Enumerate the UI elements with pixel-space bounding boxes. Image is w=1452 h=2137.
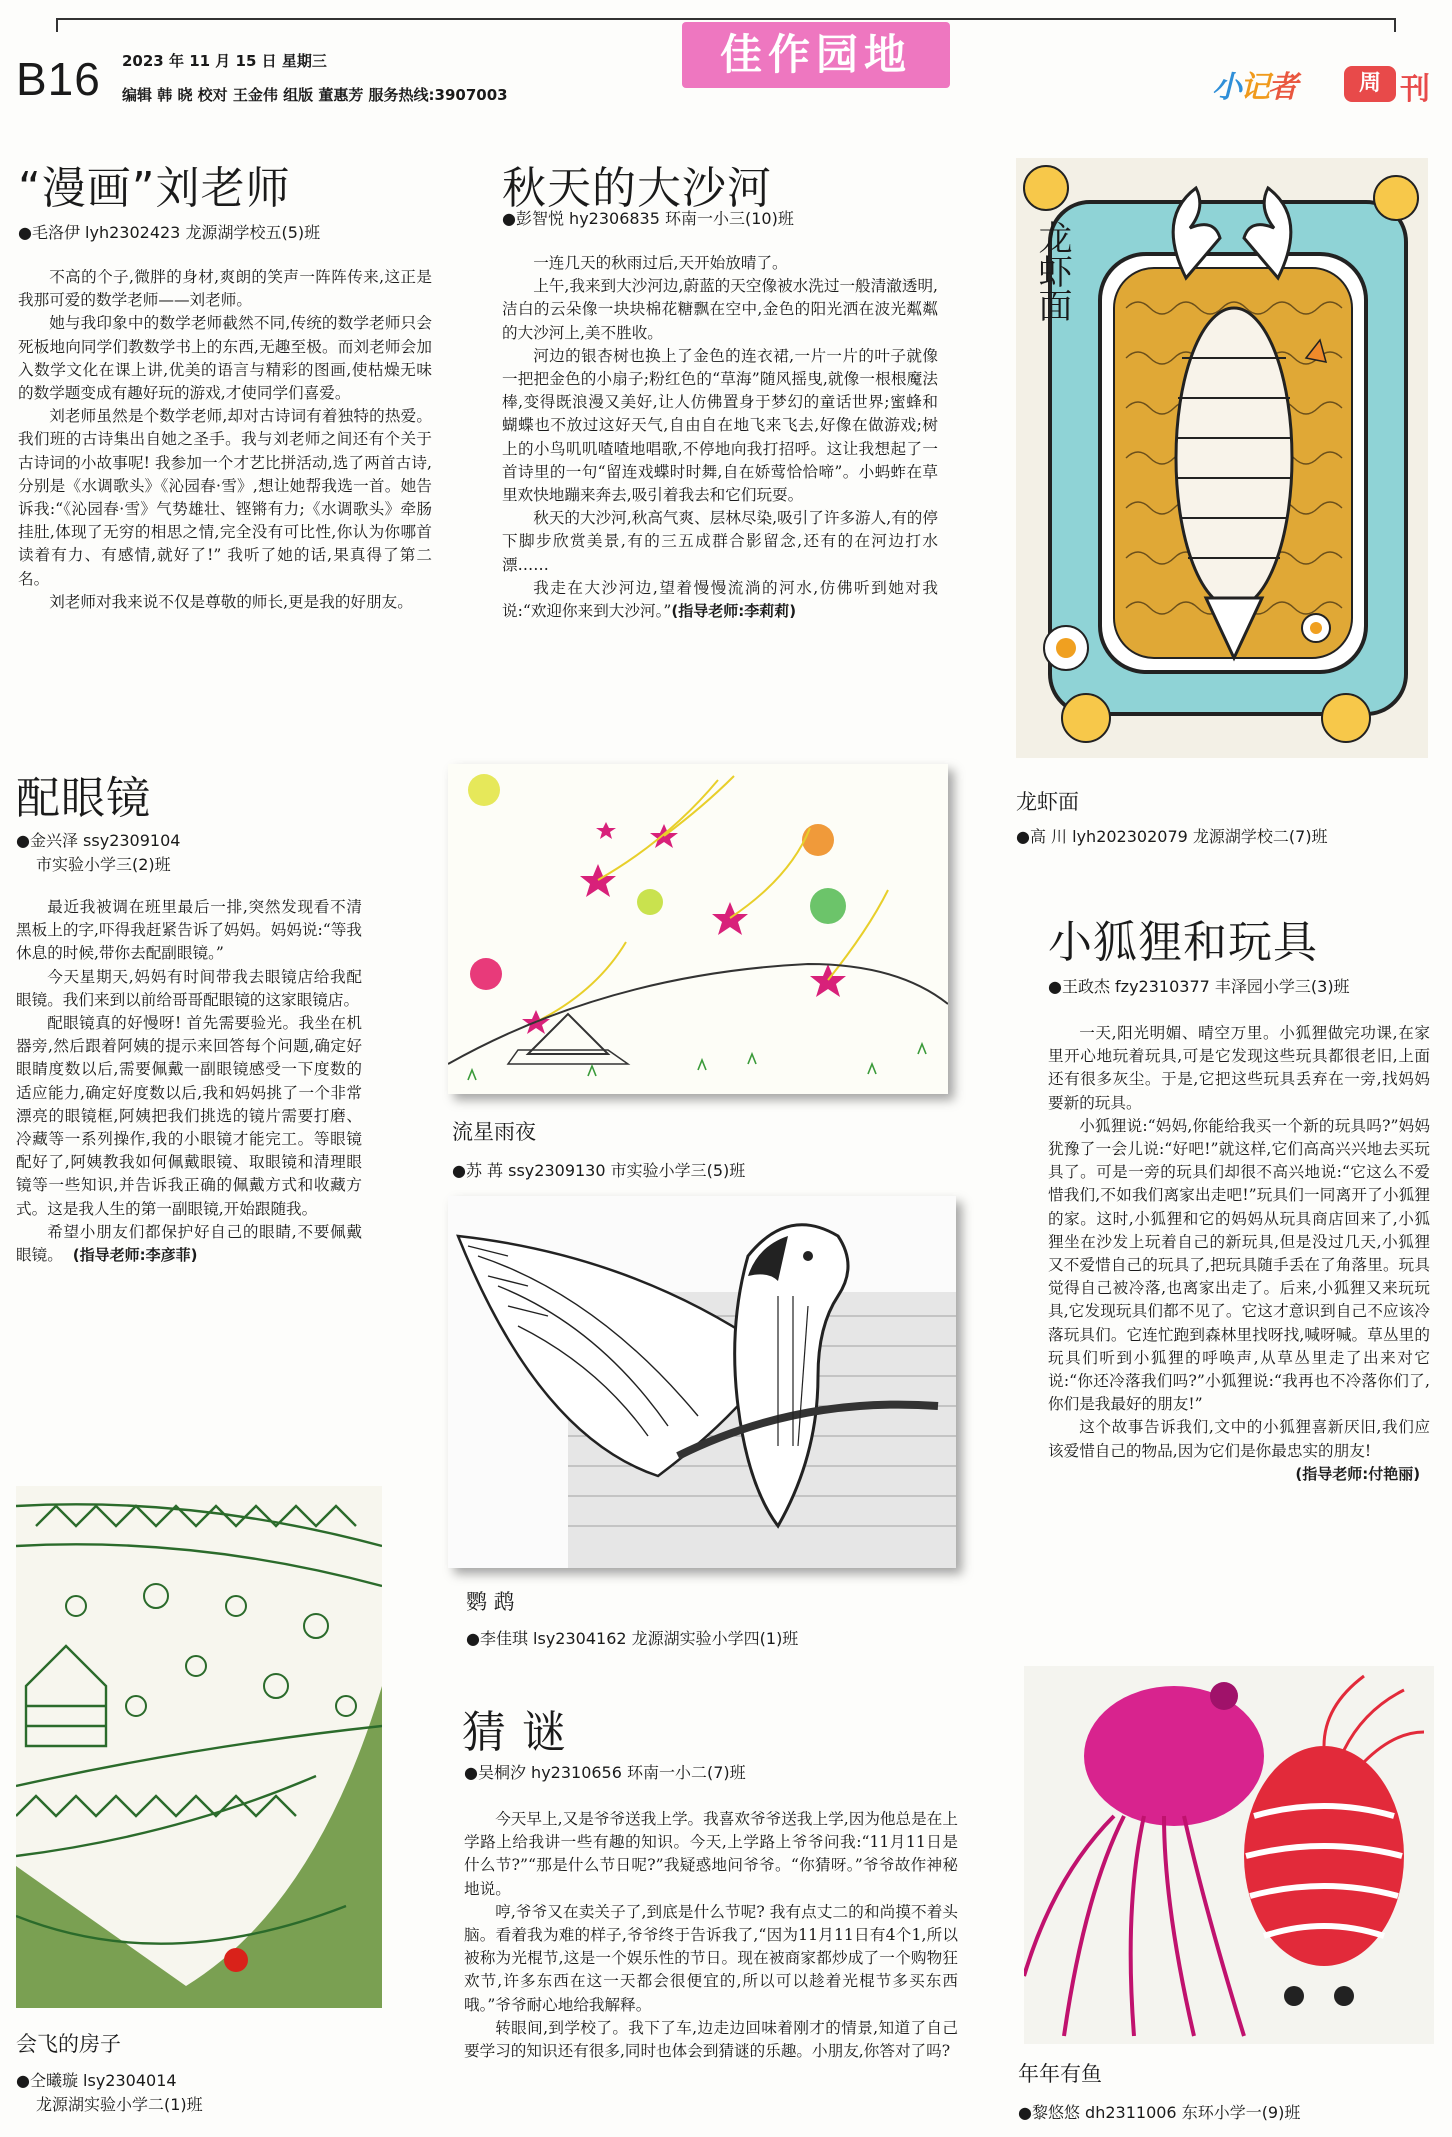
artwork-parrot [448, 1196, 956, 1568]
teacher-credit: (指导老师:李莉莉) [671, 602, 797, 621]
article-body-river: 一连几天的秋雨过后,天开始放晴了。 上午,我来到大沙河边,蔚蓝的天空像被水洗过一般清澈透明,洁白的云朵像一块块棉花糖飘在空中,金色的阳光洒在波光粼粼的大沙河上,美不胜收。 河边的银杏树也换上了金色的连衣裙,一片一片的叶子就像一把把金色的小扇子;粉红色的“草海”随风摇曳,就像一根根魔法棒,变得既浪漫又美好,让人仿佛置身于梦幻的童话世界;蜜蜂和蝴蝶也不放过这好天气,自由自在地飞来飞去,好像在做游戏;树上的小鸟叽叽喳喳地唱歌,不停地向我打招呼。这让我想起了一首诗里的一句“留连戏蝶时时舞,自在娇莺恰恰啼”。小蚂蚱在草里欢快地蹦来奔去,吸引着我去和它们玩耍。 秋天的大沙河,秋高气爽、层林尽染,吸引了许多游人,有的停下脚步欣赏美景,有的三五成群合影留念,还有的在河边打水漂…… 我走在大沙河边,望着慢慢流淌的河水,仿佛听到她对我说:“欢迎你来到大沙河。”(指导老师:李莉莉) [502, 254, 938, 621]
artwork-caption-noodles: 龙虾面 [1016, 790, 1079, 814]
artwork-meteor-night [448, 764, 948, 1094]
header-rule [56, 18, 1396, 20]
issue-date: 2023 年 11 月 15 日 星期三 [122, 52, 327, 70]
article-byline-glasses: ●金兴泽 ssy2309104 [16, 831, 181, 850]
artwork-byline-meteor: ●苏 苒 ssy2309130 市实验小学三(5)班 [452, 1161, 746, 1180]
page-number: B16 [16, 53, 101, 105]
article-title-glasses: 配眼镜 [16, 773, 151, 824]
artwork-label: 龙虾面 [1032, 220, 1072, 322]
header-rule-tick [1394, 18, 1396, 32]
artwork-caption-fish: 年年有鱼 [1018, 2062, 1102, 2086]
article-body-riddle: 今天早上,又是爷爷送我上学。我喜欢爷爷送我上学,因为他总是在上学路上给我讲一些有趣的知识。今天,上学路上爷爷问我:“11月11日是什么节?”“那是什么节日呢?”我疑惑地问爷爷。“你猜呀。”爷爷故作神秘地说。 哼,爷爷又在卖关子了,到底是什么节呢? 我有点丈二的和尚摸不着头脑。看着我为难的样子,爷爷终于告诉我了,“因为11月11日有4个1,所以被称为光棍节,这是一个娱乐性的节日。现在被商家都炒成了一个购物狂欢节,许多东西在这一天都会很便宜的,所以可以趁着光棍节多买东西哦。”爷爷耐心地给我解释。 转眼间,到学校了。我下了车,边走边回味着刚才的情景,知道了自己要学习的知识还有很多,同时也体会到猜谜的乐趣。小朋友,你答对了吗? [464, 1810, 958, 2061]
parrot-drawing [448, 1196, 956, 1568]
teacher-credit: (指导老师:李彦菲) [72, 1246, 198, 1265]
artwork-fish [1024, 1666, 1434, 2044]
article-byline-fox: ●王政杰 fzy2310377 丰泽园小学三(3)班 [1048, 977, 1350, 996]
artwork-caption-house: 会飞的房子 [16, 2032, 121, 2056]
article-body-glasses: 最近我被调在班里最后一排,突然发现看不清黑板上的字,吓得我赶紧告诉了妈妈。妈妈说:“等我休息的时候,带你去配副眼镜。” 今天星期天,妈妈有时间带我去眼镜店给我配眼镜。我们来到以前给哥哥配眼镜的这家眼镜店。 配眼镜真的好慢呀! 首先需要验光。我坐在机器旁,然后跟着阿姨的提示来回答每个问题,确定好眼睛度数以后,需要佩戴一副眼镜感受一下度数的适应能力,确定好度数以后,我和妈妈挑了一个非常漂亮的眼镜框,阿姨把我们挑选的镜片需要打磨、冷藏等一系列操作,我的小眼镜才能完工。等眼镜配好了,阿姨教我如何佩戴眼镜、取眼镜和清理眼镜等一些知识,并告诉我正确的佩戴方式和收藏方式。这是我人生的第一副眼镜,开始跟随我。 希望小朋友们都保护好自己的眼睛,不要佩戴眼镜。 (指导老师:李彦菲) [16, 898, 362, 1265]
artwork-byline-house-school: 龙源湖实验小学二(1)班 [36, 2095, 203, 2114]
artwork-byline-noodles: ●高 川 lyh202302079 龙源湖学校二(7)班 [1016, 827, 1328, 846]
meteor-night-drawing [448, 764, 948, 1094]
brand-logo: 小记者 周 刊 [1212, 62, 1438, 106]
artwork-flying-house [16, 1486, 382, 2008]
flying-house-drawing [16, 1486, 382, 2008]
article-byline-riddle: ●吴桐汐 hy2310656 环南一小二(7)班 [464, 1763, 746, 1782]
article-title-river: 秋天的大沙河 [502, 163, 772, 214]
header-rule-tick [56, 18, 58, 32]
article-title-fox: 小狐狸和玩具 [1048, 917, 1318, 968]
article-body-liu: 不高的个子,微胖的身材,爽朗的笑声一阵阵传来,这正是我那可爱的数学老师——刘老师。 她与我印象中的数学老师截然不同,传统的数学老师只会死板地向同学们教数学书上的东西,无趣至极。而刘老师会加入数学文化在课上讲,优美的语言与精彩的图画,使枯燥无味的数学题变成有趣好玩的游戏,才使同学们喜爱。 刘老师虽然是个数学老师,却对古诗词有着独特的热爱。我们班的古诗集出自她之圣手。我与刘老师之间还有个关于古诗词的小故事呢! 我参加一个才艺比拼活动,选了两首古诗,分别是《水调歌头》《沁园春·雪》,想让她帮我选一首。她告诉我:“《沁园春·雪》气势雄壮、铿锵有力;《水调歌头》牵肠挂肚,体现了无穷的相思之情,完全没有可比性,你认为你哪首读着有力、有感情,就好了!” 我听了她的话,果真得了第二名。 刘老师对我来说不仅是尊敬的师长,更是我的好朋友。 [18, 268, 432, 611]
article-byline-liu: ●毛洛伊 lyh2302423 龙源湖学校五(5)班 [18, 223, 321, 242]
teacher-credit: (指导老师:付艳丽) [1295, 1464, 1421, 1483]
article-title-liu: “漫画”刘老师 [18, 163, 291, 214]
artwork-caption-parrot: 鹦 鹉 [466, 1590, 515, 1614]
staff-credits: 编辑 韩 晓 校对 王金伟 组版 董惠芳 服务热线:3907003 [122, 86, 508, 104]
article-byline-glasses-school: 市实验小学三(2)班 [36, 855, 171, 874]
article-title-riddle: 猜 谜 [462, 1707, 567, 1758]
artwork-byline-fish: ●黎悠悠 dh2311006 东环小学一(9)班 [1018, 2103, 1301, 2122]
article-byline-river: ●彭智悦 hy2306835 环南一小三(10)班 [502, 209, 794, 228]
fish-drawing [1024, 1666, 1434, 2044]
artwork-caption-meteor: 流星雨夜 [452, 1120, 536, 1144]
section-banner: 佳作园地 [682, 22, 950, 88]
artwork-byline-parrot: ●李佳琪 lsy2304162 龙源湖实验小学四(1)班 [466, 1629, 799, 1648]
artwork-byline-house: ●仝曦璇 lsy2304014 [16, 2071, 177, 2090]
article-body-fox: 一天,阳光明媚、晴空万里。小狐狸做完功课,在家里开心地玩着玩具,可是它发现这些玩具都很老旧,上面还有很多灰尘。于是,它把这些玩具丢弃在一旁,找妈妈要新的玩具。 小狐狸说:“妈妈,你能给我买一个新的玩具吗?”妈妈犹豫了一会儿说:“好吧!”就这样,它们高高兴兴地去买玩具了。可是一旁的玩具们却很不高兴地说:“它这么不爱惜我们,不如我们离家出走吧!”玩具们一同离开了小狐狸的家。这时,小狐狸和它的妈妈从玩具商店回来了,小狐狸坐在沙发上玩着自己的新玩具,但是没过几天,小狐狸又不爱惜自己的玩具了,把玩具随手丢在了角落里。玩具觉得自己被冷落,也离家出走了。后来,小狐狸又来玩玩具,它发现玩具们都不见了。它这才意识到自己不应该冷落玩具们。它连忙跑到森林里找呀找,喊呀喊。草丛里的玩具们听到小狐狸的呼唤声,从草丛里走了出来对它说:“你还冷落我们吗?”小狐狸说:“我再也不冷落你们了,你们是我最好的朋友!” 这个故事告诉我们,文中的小狐狸喜新厌旧,我们应该爱惜自己的物品,因为它们是你最忠实的朋友! (指导老师:付艳丽) [1048, 1024, 1430, 1483]
artwork-lobster-noodles [1016, 158, 1428, 758]
